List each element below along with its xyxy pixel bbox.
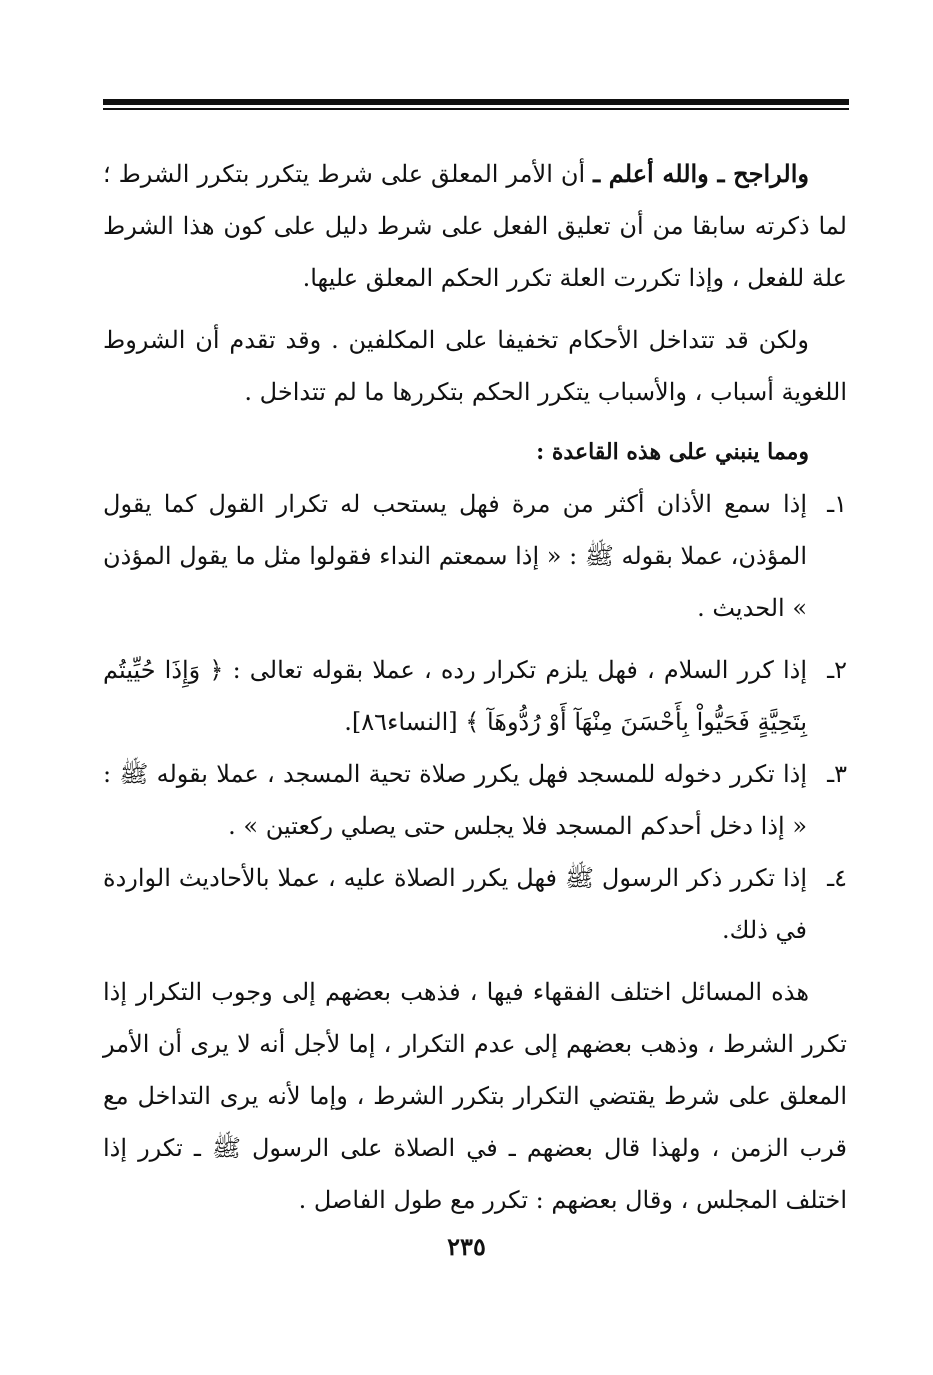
list-item-number: ٣ـ — [827, 760, 847, 788]
page-body — [103, 148, 847, 1226]
section-heading: ومما ينبني على هذه القاعدة : — [536, 439, 809, 465]
paragraph-preponderant-view — [103, 148, 847, 304]
list-item-text: إذا تكرر دخوله للمسجد فهل يكرر صلاة تحية المسجد ، عملا بقوله ﷺ : « إذا دخل أحدكم المسجد فلا يجلس حتى يصلي ركعتين » . — [103, 760, 807, 840]
page-number: ٢٣٥ — [447, 1232, 486, 1261]
list-item-number: ٤ـ — [827, 864, 847, 892]
paragraph-lead-phrase: والراجح ـ والله أعلم ـ — [593, 159, 809, 188]
list-item-number: ٢ـ — [827, 656, 847, 684]
header-rule-thin — [103, 108, 849, 110]
paragraph-juristic-disagreement: هذه المسائل اختلف الفقهاء فيها ، فذهب بعضهم إلى وجوب التكرار إذا تكرر الشرط ، وذهب بعضهم إلى عدم التكرار ، إما لأجل أنه لا يرى أن الأمر المعلق على شرط يقتضي التكرار بتكرر الشرط ، وإما لأنه يرى التداخل مع قرب الزمن ، ولهذا قال بعضهم ـ في الصلاة على الرسول ﷺ ـ تكرر إذا اختلف المجلس ، وقال بعضهم : تكرر مع طول الفاصل . — [103, 978, 847, 1214]
list-item-number: ١ـ — [827, 490, 847, 518]
header-rule-thick — [103, 99, 849, 105]
list-item — [103, 478, 847, 634]
list-item — [103, 748, 847, 852]
list-item — [103, 852, 847, 956]
list-item-text: إذا تكرر ذكر الرسول ﷺ فهل يكرر الصلاة عليه ، عملا بالأحاديث الواردة في ذلك. — [103, 864, 807, 944]
list-item-text: إذا سمع الأذان أكثر من مرة فهل يستحب له تكرار القول كما يقول المؤذن، عملا بقوله ﷺ : « إذا سمعتم النداء فقولوا مثل ما يقول المؤذن » الحديث . — [103, 490, 807, 622]
list-item-text: إذا كرر السلام ، فهل يلزم تكرار رده ، عملا بقوله تعالى : ﴿ وَإِذَا حُيِّيتُم بِتَحِيَّةٍ فَحَيُّواْ بِأَحْسَنَ مِنْهَآ أَوْ رُدُّوهَآ ﴾ [النساء٨٦]. — [103, 656, 807, 736]
paragraph-body-text: أن الأمر المعلق على شرط يتكرر بتكرر الشرط ؛ لما ذكرته سابقا من أن تعليق الفعل على شرط دليل على كون هذا الشرط علة للفعل ، وإذا تكررت العلة تكرر الحكم المعلق عليها. — [103, 160, 847, 292]
header-rule — [103, 99, 849, 110]
list-item — [103, 644, 847, 748]
paragraph-overlap-of-rulings: ولكن قد تتداخل الأحكام تخفيفا على المكلفين . وقد تقدم أن الشروط اللغوية أسباب ، والأسباب يتكرر الحكم بتكررها ما لم تتداخل . — [103, 326, 847, 406]
